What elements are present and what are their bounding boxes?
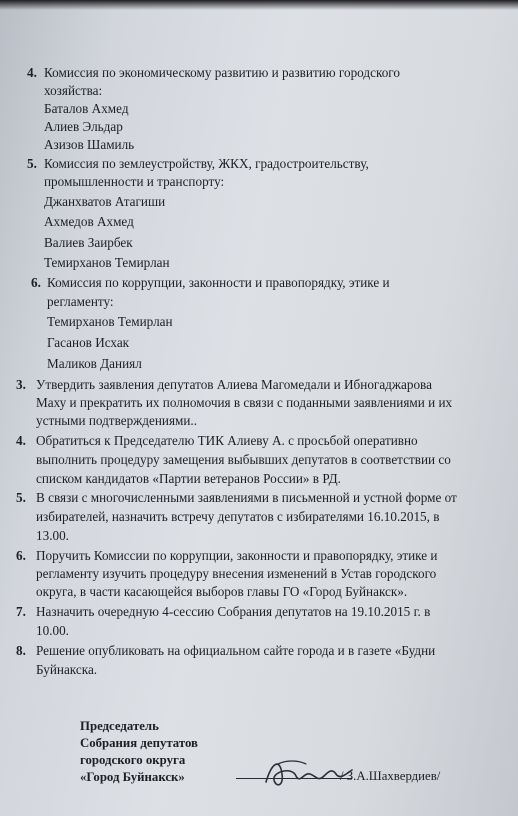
committee-4-member: Азизов Шамиль (44, 137, 135, 152)
signatory-name: / З.А.Шахвердиев/ (340, 769, 441, 783)
committee-4-member: Баталов Ахмед (44, 101, 129, 116)
committee-5-member: Валиев Заирбек (44, 235, 133, 250)
item-7-line-1: Назначить очередную 4-сессию Собрания депутатов на 19.10.2015 г. в (36, 604, 431, 619)
item-4-line-3: списком кандидатов «Партии ветеранов России» в РД. (36, 471, 341, 486)
committee-6-title-line-2: регламенту: (47, 294, 114, 309)
signatory-title-line: Председатель (80, 719, 159, 733)
committee-4-member: Алиев Эльдар (44, 119, 123, 134)
item-5-line-1: В связи с многочисленными заявлениями в письменной и устной форме от (36, 490, 457, 505)
signatory-title-line: городского округа (80, 753, 186, 767)
item-6-line-2: регламенту изучить процедуру внесения изменений в Устав городского (36, 566, 437, 581)
committee-6-title-line-1: Комиссия по коррупции, законности и правопорядку, этике и (47, 275, 390, 290)
committee-5-title-line-1: Комиссия по землеустройству, ЖКХ, градостроительству, (44, 156, 369, 171)
item-5-number: 5. (16, 490, 26, 505)
item-4-line-2: выполнить процедуру замещения выбывших депутатов в соответствии со (36, 452, 451, 467)
item-3-line-1: Утвердить заявления депутатов Алиева Магомедали и Ибногаджарова (36, 377, 432, 392)
item-3-line-3: устными подтверждениями.. (36, 413, 198, 428)
committee-5-number: 5. (27, 156, 37, 171)
item-8-number: 8. (16, 643, 26, 658)
item-7-line-2: 10.00. (36, 623, 69, 638)
item-6-line-3: округа, в части касающейся выборов главы ГО «Город Буйнакск». (36, 584, 408, 599)
item-4-number: 4. (16, 433, 26, 448)
committee-6-member: Гасанов Исхак (47, 335, 130, 350)
committee-6-member: Маликов Даниял (47, 356, 142, 371)
item-6-number: 6. (16, 548, 26, 563)
signatory-title-line: «Город Буйнакск» (80, 770, 185, 784)
item-5-line-3: 13.00. (36, 528, 69, 543)
committee-6-member: Темирханов Темирлан (47, 314, 173, 329)
item-8-line-2: Буйнакска. (36, 662, 98, 677)
committee-6-number: 6. (31, 275, 41, 290)
committee-4-title-line-1: Комиссия по экономическому развитию и развитию городского (44, 65, 400, 80)
committee-5-title-line-2: промышленности и транспорту: (44, 174, 225, 189)
item-6-line-1: Поручить Комиссии по коррупции, законности и правопорядку, этике и (36, 548, 438, 563)
signatory-title (80, 718, 198, 786)
item-3-line-2: Маху и прекратить их полномочия в связи с поданными заявлениями и их (36, 395, 453, 410)
item-8-line-1: Решение опубликовать на официальном сайте города и в газете «Будни (36, 643, 436, 658)
item-5-line-2: избирателей, назначить встречу депутатов с избирателями 16.10.2015, в (36, 509, 440, 524)
committee-5-member: Джанхватов Атагиши (44, 194, 166, 209)
committee-4-title-line-2: хозяйства: (44, 83, 103, 98)
committee-4-number: 4. (27, 65, 37, 80)
item-3-number: 3. (16, 377, 26, 392)
committee-5-member: Ахмедов Ахмед (44, 214, 134, 229)
committee-5-member: Темирханов Темирлан (44, 255, 170, 270)
item-4-line-1: Обратиться к Председателю ТИК Алиеву А. с просьбой оперативно (36, 433, 418, 448)
item-7-number: 7. (16, 604, 26, 619)
signatory-title-line: Собрания депутатов (80, 736, 198, 750)
